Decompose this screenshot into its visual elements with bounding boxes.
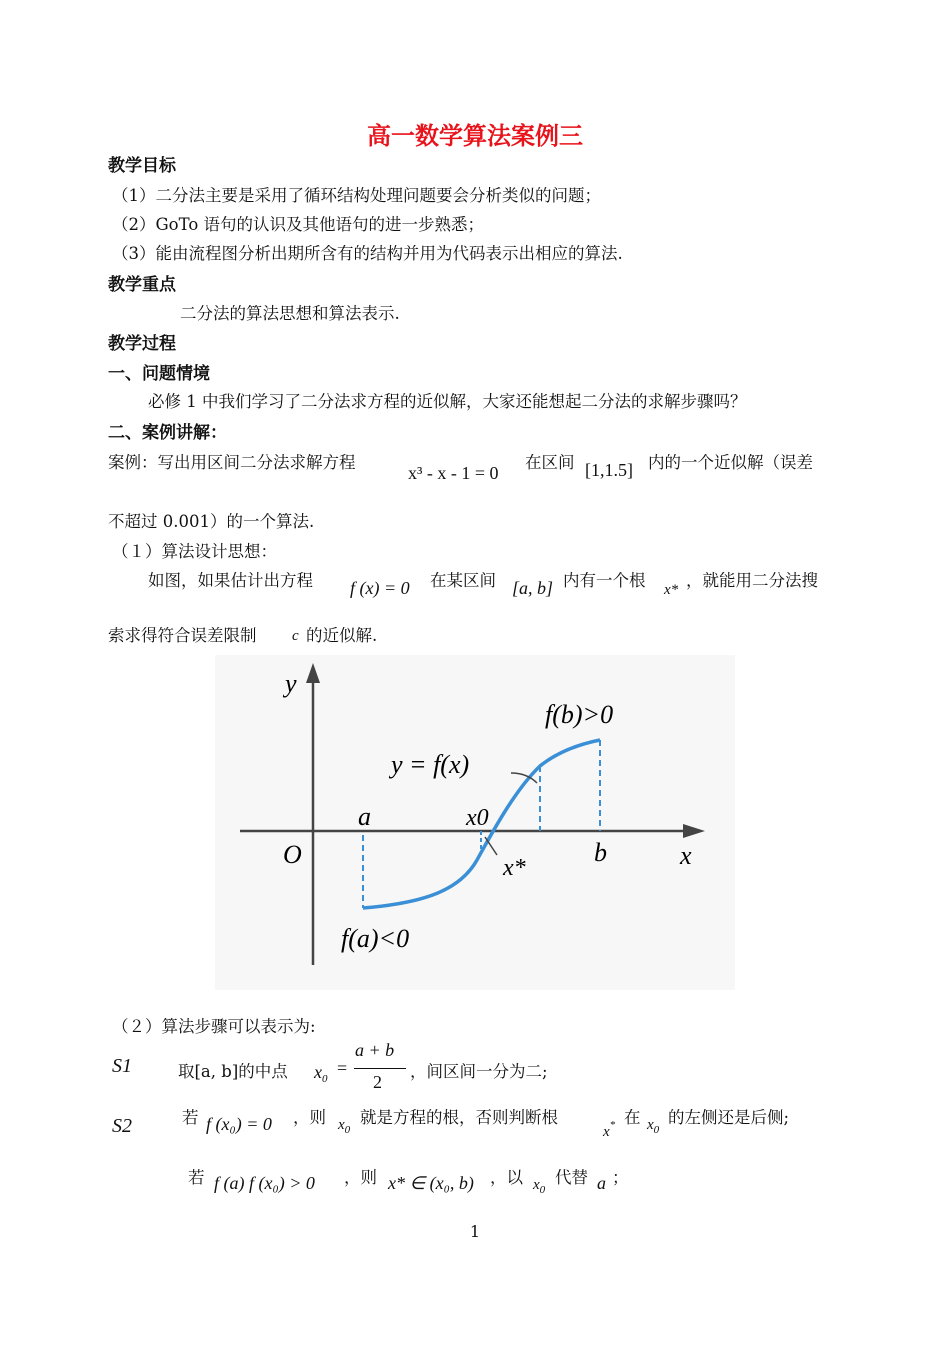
bisection-figure <box>215 655 735 990</box>
s3-membership: x* ∈ (x₀, b) <box>388 1173 474 1193</box>
s1-fraction-bar <box>354 1068 406 1069</box>
example-text-b: 在区间 <box>525 453 575 472</box>
s3-text-b: ，则 <box>344 1168 377 1187</box>
s3-text-c: ，以 <box>490 1168 523 1187</box>
example-interval: [1,1.5] <box>585 460 633 480</box>
s3-a: a <box>597 1173 606 1193</box>
s1-denominator: 2 <box>373 1072 382 1092</box>
example-text-line2: 不超过 0.001）的一个算法. <box>108 512 315 531</box>
s2-label: S2 <box>112 1115 132 1137</box>
s3-text-a: 若 <box>188 1168 205 1187</box>
objectives-heading: 教学目标 <box>108 156 176 176</box>
s2-x0: $x_0$ <box>338 1117 351 1136</box>
s2-text-e: 的左侧还是后侧; <box>668 1108 790 1127</box>
objective-2: （2）GoTo 语句的认识及其他语句的进一步熟悉； <box>112 215 485 234</box>
a-label: a <box>358 802 371 831</box>
s1-x0: $x_0$ <box>314 1062 328 1085</box>
fb-label: f(b)>0 <box>545 700 614 729</box>
part1-text: 必修 1 中我们学习了二分法求方程的近似解，大家还能想起二分法的求解步骤吗？ <box>148 392 747 411</box>
s2-x0-b: $x_0$ <box>647 1117 660 1136</box>
s2-root: x* <box>603 1119 616 1140</box>
curve-label: y = f(x) <box>391 750 470 779</box>
design-text-a: 如图，如果估计出方程 <box>148 571 313 590</box>
steps-heading: （２）算法步骤可以表示为: <box>112 1017 316 1036</box>
b-label: b <box>594 838 607 867</box>
page-title: 高一数学算法案例三 <box>367 122 583 150</box>
process-heading: 教学过程 <box>108 334 176 354</box>
design-c: c <box>292 628 299 644</box>
s2-text-d: 在 <box>624 1108 641 1127</box>
s1-text-b: ，间区间一分为二; <box>410 1062 548 1081</box>
design-equation: f (x) = 0 <box>350 578 410 598</box>
part2-heading: 二、案例讲解： <box>108 423 227 443</box>
s3-end: ； <box>612 1168 629 1187</box>
design-text-c: 内有一个根 <box>563 571 646 590</box>
x-axis-label: x <box>680 841 692 870</box>
design-root: x* <box>664 582 679 598</box>
page-number: 1 <box>469 1222 481 1241</box>
s1-equals: = <box>337 1058 348 1078</box>
s3-text-d: 代替 <box>555 1168 588 1187</box>
design-interval: [a, b] <box>512 578 554 598</box>
origin-label: O <box>283 840 302 869</box>
s1-text-a: 取[a, b]的中点 <box>178 1062 288 1081</box>
example-text-c: 内的一个近似解（误差 <box>648 453 813 472</box>
s2-condition: f (x₀) = 0 <box>206 1114 272 1134</box>
s2-text-c: 就是方程的根，否则判断根 <box>360 1108 558 1127</box>
s1-numerator: a + b <box>355 1040 395 1060</box>
xstar-label: x* <box>503 855 526 881</box>
focus-heading: 教学重点 <box>108 275 176 295</box>
objective-1: （1）二分法主要是采用了循环结构处理问题要会分析类似的问题； <box>112 186 601 205</box>
example-equation: x³ - x - 1 = 0 <box>408 463 499 483</box>
part1-heading: 一、问题情境 <box>108 364 210 384</box>
s3-condition: f (a) f (x₀) > 0 <box>214 1173 315 1193</box>
objective-3: （3）能由流程图分析出期所含有的结构并用为代码表示出相应的算法. <box>112 244 623 263</box>
x0-label: x0 <box>466 805 489 831</box>
focus-text: 二分法的算法思想和算法表示. <box>180 304 400 323</box>
fa-label: f(a)<0 <box>341 924 410 953</box>
design-text-line2-b: 的近似解. <box>306 626 378 645</box>
s2-text-b: ，则 <box>293 1108 326 1127</box>
design-heading: （１）算法设计思想： <box>112 542 277 561</box>
design-text-b: 在某区间 <box>430 571 496 590</box>
s3-x0: $x_0$ <box>533 1177 546 1196</box>
s1-label: S1 <box>112 1055 132 1077</box>
y-axis-label: y <box>285 669 297 698</box>
design-text-line2-a: 索求得符合误差限制 <box>108 626 257 645</box>
design-text-d: ，就能用二分法搜 <box>686 571 818 590</box>
s2-text-a: 若 <box>182 1108 199 1127</box>
example-text-a: 案例：写出用区间二分法求解方程 <box>108 453 356 472</box>
